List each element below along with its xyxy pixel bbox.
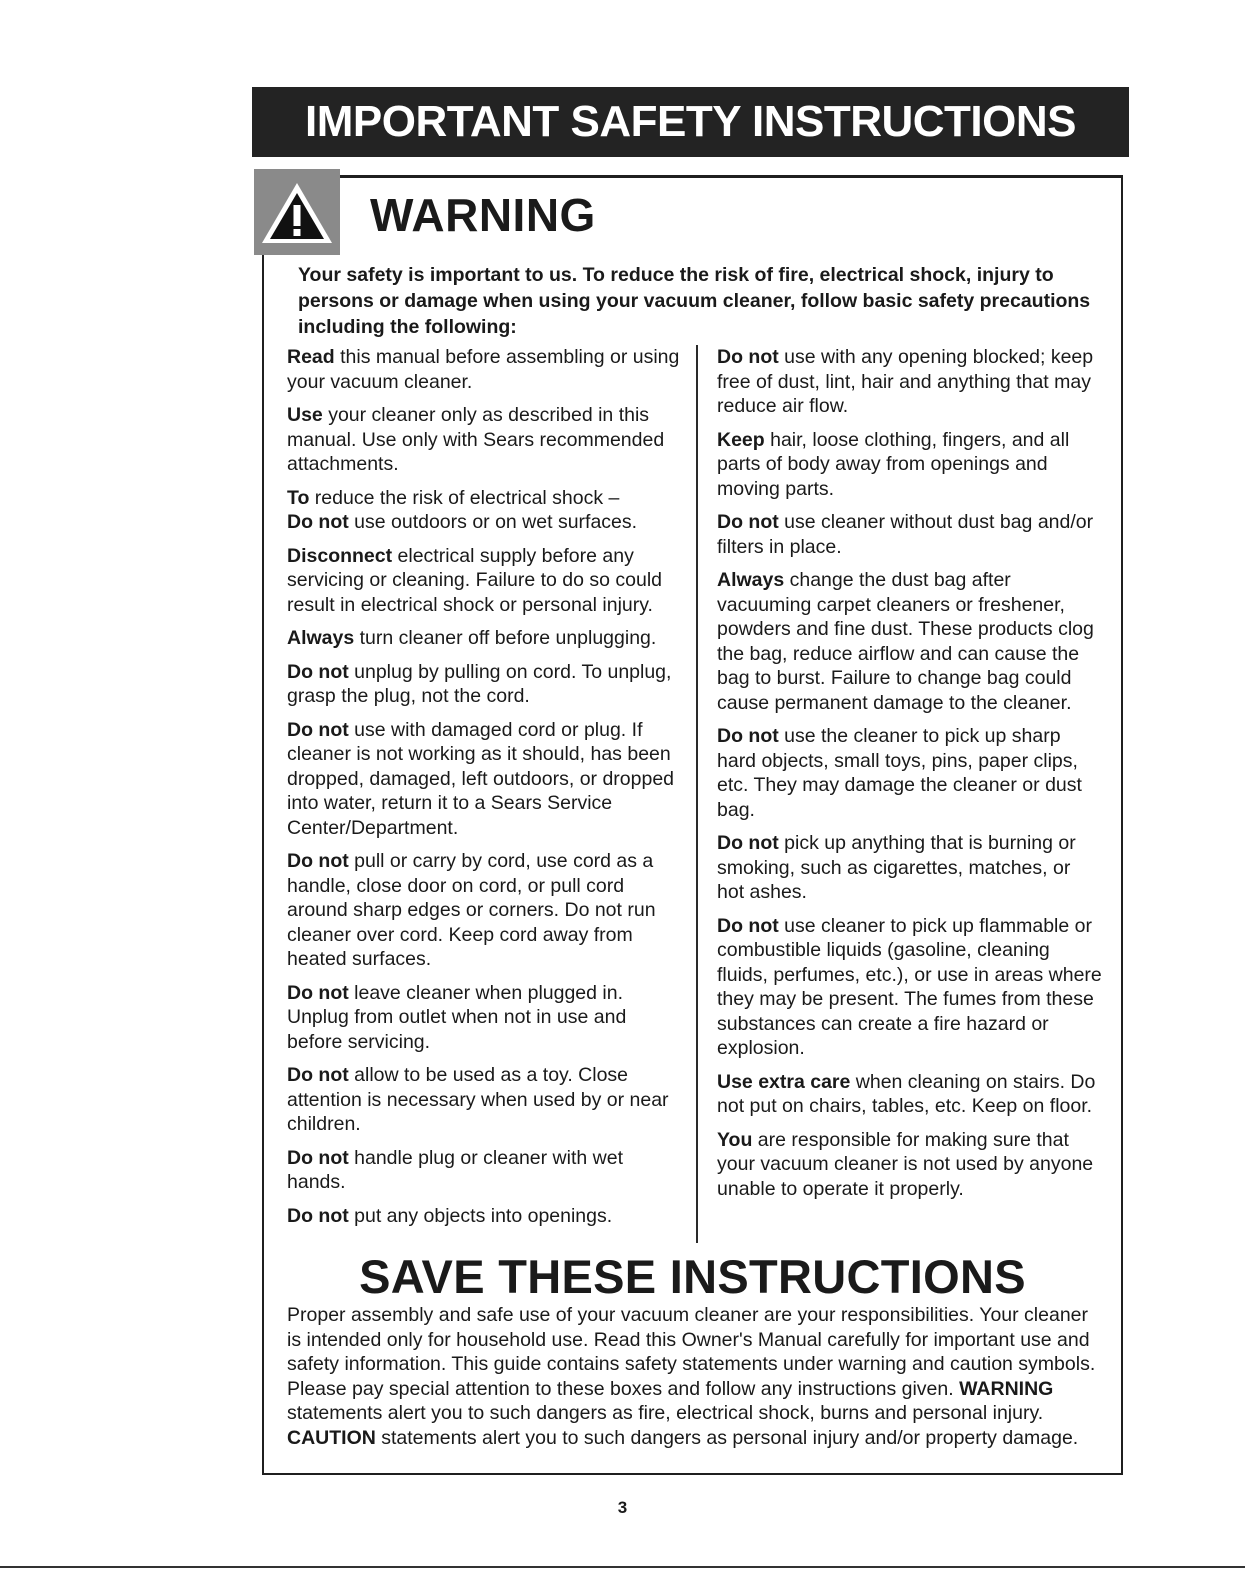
list-item: Do not handle plug or cleaner with wet hands. <box>287 1146 623 1193</box>
right-column <box>717 345 1102 1210</box>
list-item: Do not allow to be used as a toy. Close attention is necessary when used by or near children. <box>287 1064 669 1135</box>
list-item: Do not use the cleaner to pick up sharp hard objects, small toys, pins, paper clips, etc. They may damage the cleaner or dust bag. <box>717 725 1082 821</box>
title-banner <box>252 87 1129 157</box>
list-item: To reduce the risk of electrical shock – Do not use outdoors or on wet surfaces. <box>287 486 638 533</box>
warning-intro: Your safety is important to us. To reduce the risk of fire, electrical shock, injury to persons or damage when using your vacuum cleaner, follow basic safety precautions including the following: <box>298 264 1091 338</box>
list-item: Do not use cleaner to pick up flammable or combustible liquids (gasoline, cleaning fluids, perfumes, etc.), or use in areas where they may be present. The fumes from these substances can create a fire hazard or explosion. <box>717 914 1102 1059</box>
list-item: Do not pick up anything that is burning or smoking, such as cigarettes, matches, or hot ashes. <box>717 832 1076 903</box>
list-item: Use your cleaner only as described in this manual. Use only with Sears recommended attachments. <box>287 404 665 475</box>
list-item: Do not put any objects into openings. <box>287 1204 613 1227</box>
warning-heading: WARNING <box>370 189 596 241</box>
list-item: Do not unplug by pulling on cord. To unplug, grasp the plug, not the cord. <box>287 660 672 707</box>
page-number: 3 <box>617 1498 628 1517</box>
list-item: Do not pull or carry by cord, use cord as a handle, close door on cord, or pull cord around sharp edges or corners. Do not run cleaner over cord. Keep cord away from heated surfaces. <box>287 850 656 970</box>
list-item: Do not use cleaner without dust bag and/or filters in place. <box>717 511 1094 558</box>
list-item: Disconnect electrical supply before any servicing or cleaning. Failure to do so could result in electrical shock or personal injury. <box>287 544 663 616</box>
warning-tab <box>254 169 340 255</box>
column-divider <box>696 345 698 1243</box>
page-title: IMPORTANT SAFETY INSTRUCTIONS <box>305 97 1076 146</box>
list-item: Use extra care when cleaning on stairs. Do not put on chairs, tables, etc. Keep on floor. <box>717 1070 1096 1117</box>
list-item: Always turn cleaner off before unplugging. <box>287 627 657 649</box>
left-column <box>287 345 682 1237</box>
list-item: Do not use with damaged cord or plug. If cleaner is not working as it should, has been dropped, damaged, left outdoors, or dropped into water, return it to a Sears Service Center/Department. <box>287 718 675 839</box>
warning-triangle-icon <box>260 181 334 245</box>
list-item: Read this manual before assembling or using your vacuum cleaner. <box>287 346 680 393</box>
bottom-rule <box>0 1566 1245 1568</box>
list-item: Keep hair, loose clothing, fingers, and all parts of body away from openings and moving parts. <box>717 428 1070 500</box>
closing-paragraph: Proper assembly and safe use of your vacuum cleaner are your responsibilities. Your cleaner is intended only for household use. Read this Owner's Manual carefully for important use and safety information. This guide contains safety statements under warning and caution symbols. Please pay special attention to these boxes and follow any instructions given. WARNING statements alert you to such dangers as fire, electrical shock, burns and personal injury. CAUTION statements alert you to such dangers as personal injury and/or property damage. <box>287 1304 1096 1449</box>
list-item: Do not use with any opening blocked; keep free of dust, lint, hair and anything that may reduce air flow. <box>717 346 1094 417</box>
list-item: You are responsible for making sure that your vacuum cleaner is not used by anyone unable to operate it properly. <box>717 1128 1094 1200</box>
list-item: Always change the dust bag after vacuuming carpet cleaners or freshener, powders and fine dust. These products clog the bag, reduce airflow and can cause the bag to burst. Failure to change bag could cause permanent damage to the cleaner. <box>717 569 1094 714</box>
save-instructions-heading: SAVE THESE INSTRUCTIONS <box>359 1250 1026 1303</box>
list-item: Do not leave cleaner when plugged in. Unplug from outlet when not in use and before servicing. <box>287 981 627 1053</box>
